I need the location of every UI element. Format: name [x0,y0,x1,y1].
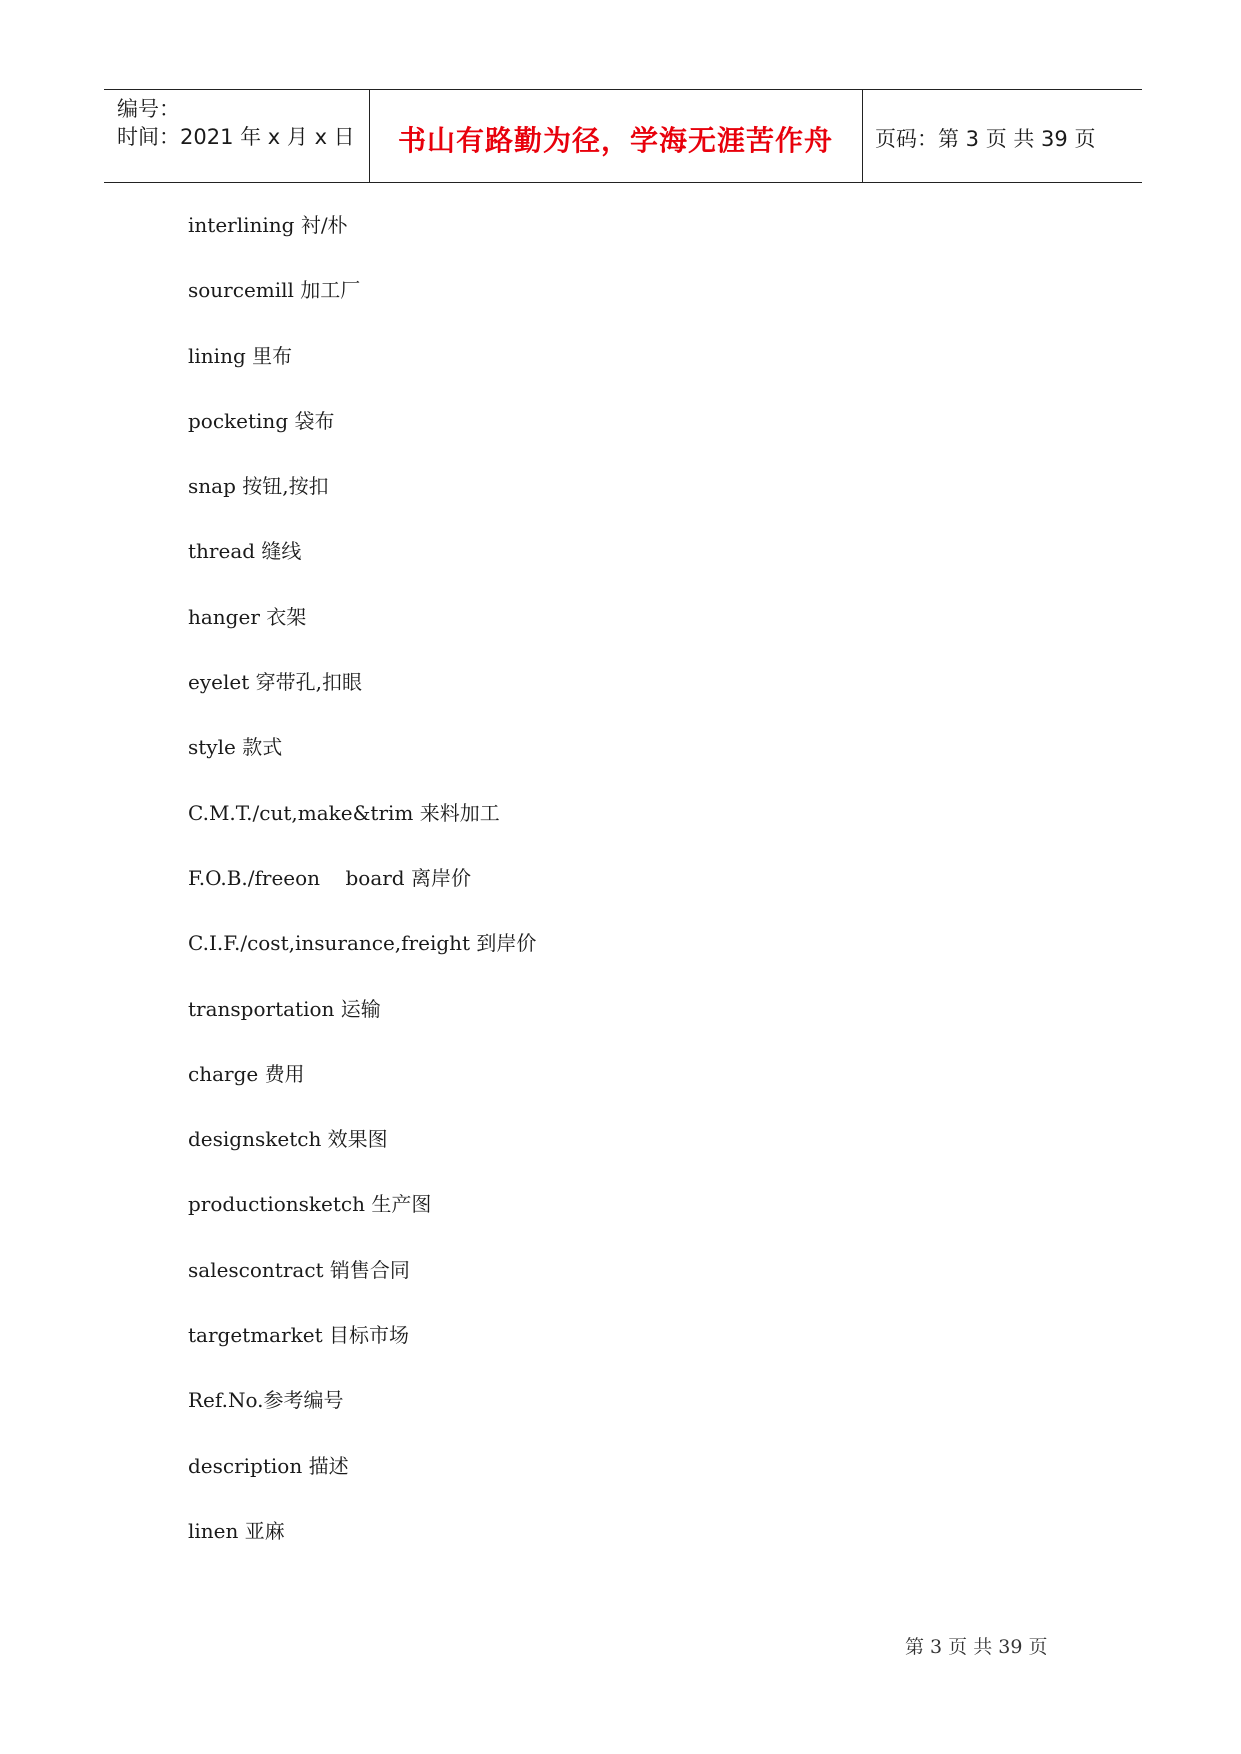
glossary-term: Ref.No.参考编号 [188,1388,344,1413]
header-meta-cell [104,90,370,182]
glossary-term: productionsketch 生产图 [188,1192,432,1217]
document-time-label: 时间：2021 年 x 月 x 日 [117,125,355,149]
document-number-label: 编号： [117,97,180,121]
header-page-cell [862,90,1142,182]
header-page-info: 页码：第 3 页 共 39 页 [875,127,1096,151]
glossary-term: salescontract 销售合同 [188,1257,410,1282]
glossary-term: eyelet 穿带孔,扣眼 [188,670,362,695]
glossary-term: pocketing 袋布 [188,408,335,433]
glossary-term: linen 亚麻 [188,1518,285,1543]
document-header [104,89,1142,183]
page-footer: 第 3 页 共 39 页 [905,1636,1048,1658]
glossary-term: transportation 运输 [188,996,381,1021]
glossary-term: thread 缝线 [188,539,302,564]
glossary-term: interlining 衬/朴 [188,213,348,237]
glossary-term: style 款式 [188,735,283,760]
glossary-term: designsketch 效果图 [188,1127,388,1152]
glossary-term: C.M.T./cut,make&trim 来料加工 [188,800,500,825]
glossary-list [188,210,536,1581]
header-motto-cell [369,90,863,182]
glossary-term: C.I.F./cost,insurance,freight 到岸价 [188,931,537,956]
header-motto: 书山有路勤为径，学海无涯苦作舟 [397,124,833,157]
glossary-term: F.O.B./freeon board 离岸价 [188,865,471,890]
glossary-term: sourcemill 加工厂 [188,278,361,303]
glossary-term: description 描述 [188,1453,349,1478]
glossary-term: snap 按钮,按扣 [188,474,329,499]
glossary-term: lining 里布 [188,343,293,368]
glossary-term: charge 费用 [188,1061,305,1086]
glossary-term: hanger 衣架 [188,604,307,629]
glossary-term: targetmarket 目标市场 [188,1323,409,1348]
